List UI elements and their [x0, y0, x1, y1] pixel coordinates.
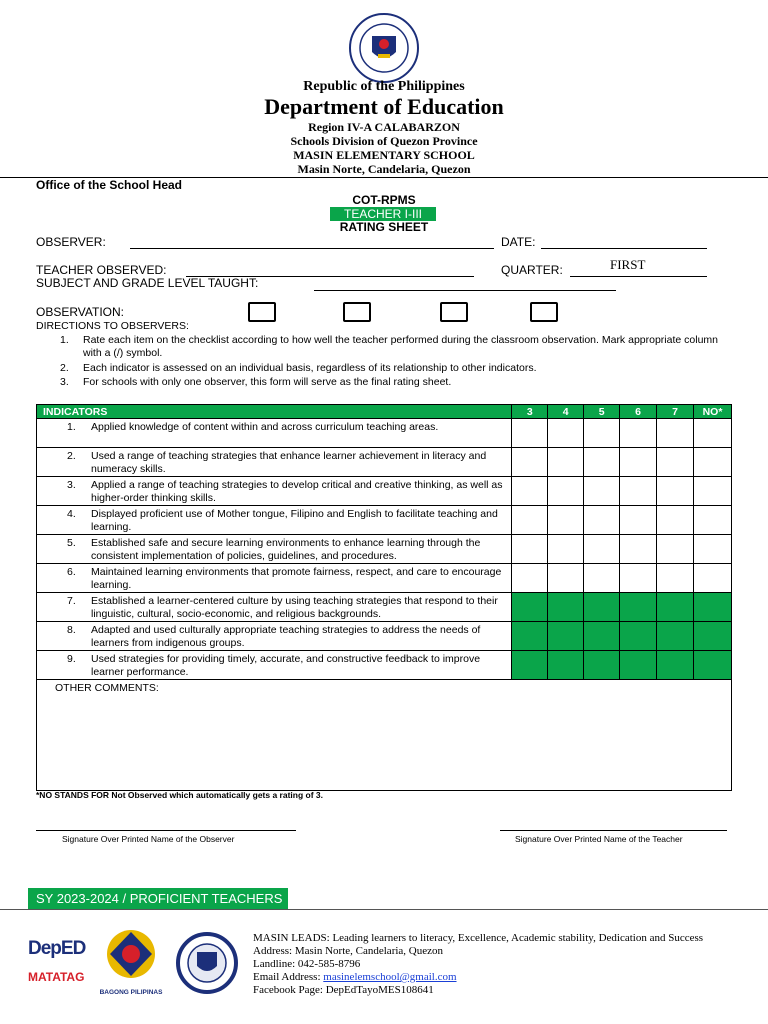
- directions-heading: DIRECTIONS TO OBSERVERS:: [36, 320, 189, 332]
- rating-cell[interactable]: [512, 448, 548, 477]
- rating-cell[interactable]: [693, 448, 731, 477]
- observer-signature-line[interactable]: [36, 830, 296, 831]
- deped-seal: [348, 12, 420, 84]
- rating-cell[interactable]: [512, 535, 548, 564]
- rating-cell[interactable]: [693, 477, 731, 506]
- rating-sheet-title: RATING SHEET: [339, 220, 429, 234]
- rating-cell[interactable]: [693, 506, 731, 535]
- email-link[interactable]: masinelemschool@gmail.com: [323, 971, 457, 983]
- rating-cell[interactable]: [548, 564, 584, 593]
- rating-cell-disabled: [584, 593, 620, 622]
- teacher-level-tag: TEACHER I-III: [330, 207, 436, 221]
- rating-cell-disabled: [620, 593, 657, 622]
- rating-cell[interactable]: [693, 564, 731, 593]
- teacher-signature-label: Signature Over Printed Name of the Teacher: [515, 834, 683, 844]
- republic-label: Republic of the Philippines: [303, 79, 465, 94]
- column-header: 4: [548, 405, 584, 419]
- quarter-input-line[interactable]: [570, 276, 707, 277]
- deped-logo: [28, 932, 90, 1000]
- comments-row: [37, 680, 732, 791]
- observation-checkbox-2[interactable]: [343, 302, 371, 322]
- rating-cell-disabled: [584, 651, 620, 680]
- column-header: 7: [657, 405, 694, 419]
- bagong-pilipinas-logo: [98, 926, 164, 998]
- rating-cell-disabled: [657, 622, 694, 651]
- rating-cell[interactable]: [512, 419, 548, 448]
- rating-cell-disabled: [548, 622, 584, 651]
- indicator-number: 4.: [67, 508, 76, 520]
- footer-facebook: Facebook Page: DepEdTayoMES108641: [253, 984, 434, 996]
- table-row: [37, 506, 732, 535]
- sy-banner: SY 2023-2024 / PROFICIENT TEACHERS: [28, 888, 288, 909]
- observation-checkbox-1[interactable]: [248, 302, 276, 322]
- rating-cell[interactable]: [620, 419, 657, 448]
- observer-input-line[interactable]: [130, 248, 494, 249]
- division-label: Schools Division of Quezon Province: [290, 134, 478, 148]
- rating-cell[interactable]: [657, 535, 694, 564]
- rating-cell[interactable]: [620, 564, 657, 593]
- indicator-text: Applied a range of teaching strategies to develop critical and creative thinking, as well as higher-order thinking skills.: [91, 479, 503, 504]
- rating-cell[interactable]: [584, 535, 620, 564]
- observer-signature-label: Signature Over Printed Name of the Observer: [62, 834, 235, 844]
- rating-cell[interactable]: [584, 506, 620, 535]
- date-label: DATE:: [501, 235, 536, 249]
- department-title: Department of Education: [264, 94, 504, 119]
- rating-cell[interactable]: [584, 419, 620, 448]
- rating-cell-disabled: [657, 651, 694, 680]
- rating-cell[interactable]: [584, 448, 620, 477]
- rating-cell-disabled: [548, 651, 584, 680]
- rating-cell-disabled: [693, 593, 731, 622]
- footer-address: Address: Masin Norte, Candelaria, Quezon: [253, 945, 444, 957]
- indicator-text: Maintained learning environments that promote fairness, respect, and care to encourage learning.: [91, 566, 502, 591]
- banner-divider: [0, 909, 768, 910]
- direction-text: For schools with only one observer, this form will serve as the final rating sheet.: [83, 376, 452, 388]
- rating-cell[interactable]: [548, 535, 584, 564]
- table-row: [37, 651, 732, 680]
- rating-cell-disabled: [512, 593, 548, 622]
- direction-number: 2.: [60, 362, 69, 374]
- rating-cell-disabled: [693, 622, 731, 651]
- rating-cell[interactable]: [657, 506, 694, 535]
- footer-email-row: [253, 971, 763, 984]
- subject-label: SUBJECT AND GRADE LEVEL TAUGHT:: [36, 276, 259, 290]
- email-label: Email Address:: [253, 971, 324, 983]
- table-header-row: [37, 405, 732, 419]
- indicators-header: INDICATORS: [37, 405, 512, 419]
- subject-input-line[interactable]: [314, 290, 616, 291]
- indicator-number: 5.: [67, 537, 76, 549]
- indicator-number: 2.: [67, 450, 76, 462]
- rating-cell[interactable]: [693, 419, 731, 448]
- rating-cell[interactable]: [512, 506, 548, 535]
- school-label: MASIN ELEMENTARY SCHOOL: [293, 148, 475, 162]
- observation-checkbox-3[interactable]: [440, 302, 468, 322]
- rating-cell[interactable]: [548, 506, 584, 535]
- rating-cell[interactable]: [548, 448, 584, 477]
- indicator-text: Established safe and secure learning environments to enhance learning through the consistent implementation of policies, guidelines, and procedures.: [91, 537, 481, 562]
- teacher-signature-line[interactable]: [500, 830, 727, 831]
- table-row: [37, 593, 732, 622]
- footnote: *NO STANDS FOR Not Observed which automatically gets a rating of 3.: [36, 790, 324, 800]
- indicators-table: [36, 404, 732, 791]
- quarter-value[interactable]: FIRST: [610, 257, 646, 272]
- indicator-number: 1.: [67, 421, 76, 433]
- table-row: [37, 419, 732, 448]
- rating-cell-disabled: [620, 622, 657, 651]
- observer-label: OBSERVER:: [36, 235, 106, 249]
- rating-cell[interactable]: [548, 419, 584, 448]
- direction-text: Rate each item on the checklist according to how well the teacher performed during the classroom observation. Mark appropriate column with a (/) symbol.: [83, 334, 718, 359]
- column-header: 3: [512, 405, 548, 419]
- indicator-text: Displayed proficient use of Mother tongue, Filipino and English to facilitate teaching and learning.: [91, 508, 498, 533]
- rating-cell[interactable]: [693, 535, 731, 564]
- indicator-text: Adapted and used culturally appropriate teaching strategies to address the needs of learners from indigenous groups.: [91, 624, 481, 649]
- indicator-text: Used strategies for providing timely, accurate, and constructive feedback to improve learner performance.: [91, 653, 481, 678]
- rating-cell-disabled: [657, 593, 694, 622]
- date-input-line[interactable]: [541, 248, 707, 249]
- region-label: Region IV-A CALABARZON: [308, 120, 460, 134]
- quarter-label: QUARTER:: [501, 263, 563, 277]
- observation-checkbox-4[interactable]: [530, 302, 558, 322]
- rating-cell[interactable]: [657, 564, 694, 593]
- direction-number: 1.: [60, 334, 69, 346]
- indicator-text: Established a learner-centered culture by using teaching strategies that respond to their linguistic, cultural, socio-economic, and religious backgrounds.: [91, 595, 498, 620]
- rating-cell[interactable]: [584, 477, 620, 506]
- form-code: COT-RPMS: [352, 193, 416, 207]
- rating-cell[interactable]: [657, 448, 694, 477]
- school-motto: MASIN LEADS: Leading learners to literacy, Excellence, Academic stability, Dedication and Success: [253, 932, 704, 944]
- rating-cell[interactable]: [620, 448, 657, 477]
- column-header: 6: [620, 405, 657, 419]
- footer-landline: Landline: 042-585-8796: [253, 958, 361, 970]
- rating-cell[interactable]: [620, 535, 657, 564]
- rating-cell-disabled: [620, 651, 657, 680]
- footer-info: [253, 932, 763, 997]
- direction-item: [60, 334, 730, 360]
- office-label: Office of the School Head: [36, 178, 183, 192]
- indicator-number: 8.: [67, 624, 76, 636]
- school-seal-icon: [172, 932, 242, 994]
- rating-cell[interactable]: [657, 477, 694, 506]
- indicator-number: 3.: [67, 479, 76, 491]
- indicator-number: 9.: [67, 653, 76, 665]
- indicator-text: Used a range of teaching strategies that enhance learner achievement in literacy and numeracy skills.: [91, 450, 487, 475]
- table-row: [37, 564, 732, 593]
- direction-text: Each indicator is assessed on an individual basis, regardless of its relationship to other indicators.: [83, 362, 537, 374]
- comments-label: OTHER COMMENTS:: [55, 682, 159, 694]
- comments-area[interactable]: [37, 680, 732, 791]
- direction-number: 3.: [60, 376, 69, 388]
- teacher-observed-label: TEACHER OBSERVED:: [36, 263, 167, 277]
- table-row: [37, 477, 732, 506]
- rating-cell[interactable]: [548, 477, 584, 506]
- column-header: NO*: [693, 405, 731, 419]
- rating-cell[interactable]: [620, 506, 657, 535]
- indicator-number: 6.: [67, 566, 76, 578]
- matatag-label: MATATAG: [28, 970, 85, 984]
- rating-cell-disabled: [512, 651, 548, 680]
- deped-wordmark: DepED: [28, 938, 86, 959]
- rating-cell-disabled: [548, 593, 584, 622]
- rating-cell[interactable]: [584, 564, 620, 593]
- bagong-pilipinas-label: BAGONG PILIPINAS: [99, 989, 163, 996]
- rating-cell-disabled: [512, 622, 548, 651]
- direction-item: [60, 362, 730, 375]
- rating-cell[interactable]: [620, 477, 657, 506]
- table-row: [37, 535, 732, 564]
- indicator-text: Applied knowledge of content within and across curriculum teaching areas.: [91, 421, 439, 433]
- rating-cell[interactable]: [657, 419, 694, 448]
- column-header: 5: [584, 405, 620, 419]
- rating-cell[interactable]: [512, 564, 548, 593]
- rating-cell-disabled: [693, 651, 731, 680]
- table-row: [37, 622, 732, 651]
- observation-label: OBSERVATION:: [36, 305, 125, 319]
- rating-cell-disabled: [584, 622, 620, 651]
- direction-item: [60, 376, 730, 389]
- school-address: Masin Norte, Candelaria, Quezon: [297, 162, 471, 176]
- rating-cell[interactable]: [512, 477, 548, 506]
- table-row: [37, 448, 732, 477]
- indicator-number: 7.: [67, 595, 76, 607]
